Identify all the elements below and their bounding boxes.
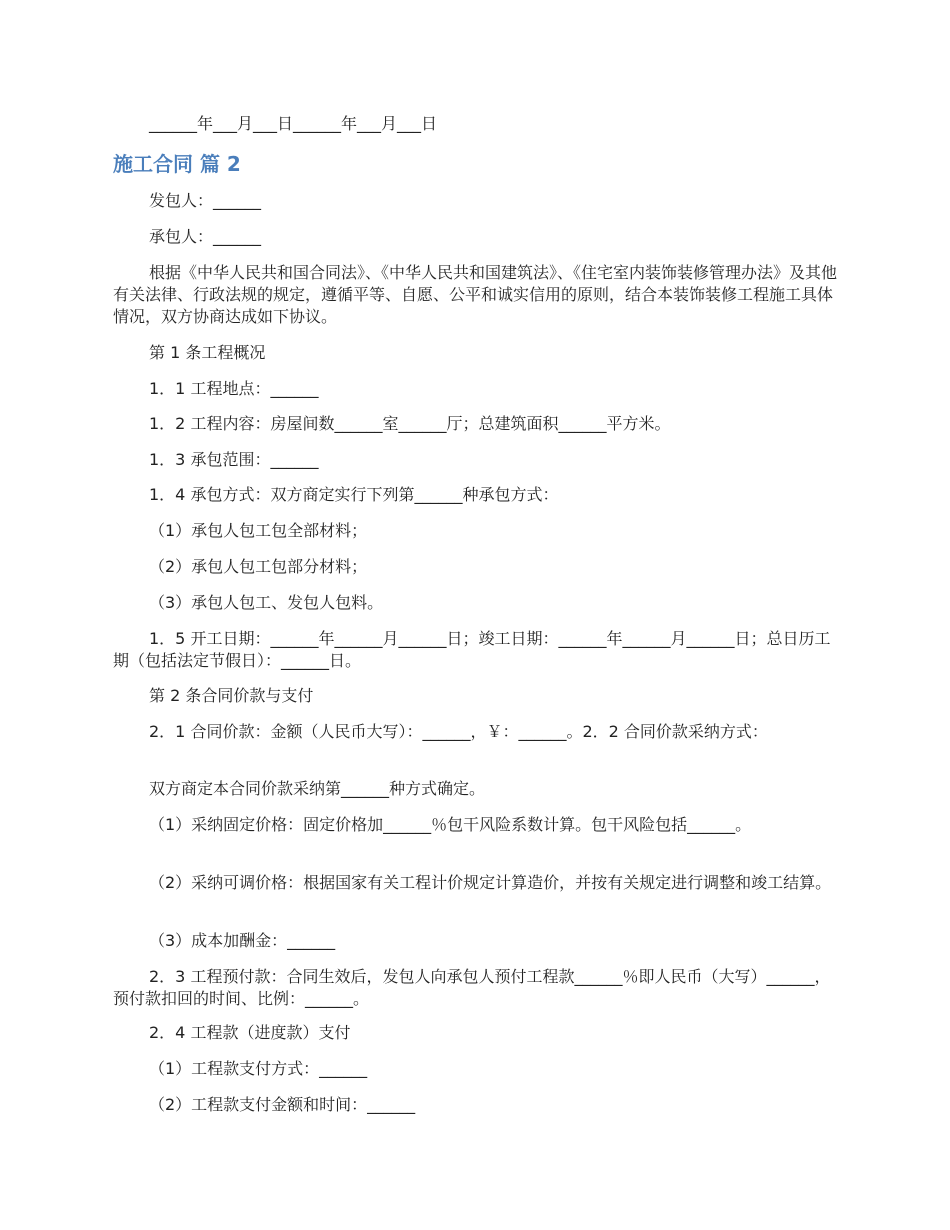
preamble-paragraph: 根据《中华人民共和国合同法》、《中华人民共和国建筑法》、《住宅室内装饰装修管理办法》及其他有关法律、行政法规的规定，遵循平等、自愿、公平和诚实信用的原则，结合本装饰装修工程施工具体情况，双方协商达成如下协议。: [113, 263, 838, 326]
price-method-line: 双方商定本合同价款采纳第______种方式确定。: [149, 779, 486, 798]
payment-method: （1）工程款支付方式：______: [149, 1059, 368, 1078]
clause-2-4: 2．4 工程款（进度款）支付: [149, 1023, 351, 1042]
price-option-3: （3）成本加酬金：______: [149, 931, 336, 950]
clause-1-2: 1．2 工程内容：房屋间数______室______厅；总建筑面积______平方米。: [149, 414, 671, 433]
clause-2-3: 2．3 工程预付款：合同生效后，发包人向承包人预付工程款______％即人民币（大写）______，预付款扣回的时间、比例：______。: [113, 967, 831, 1008]
clause-1-3: 1．3 承包范围：______: [149, 450, 319, 469]
article-1-title: 第 1 条工程概况: [149, 343, 266, 362]
price-option-1: （1）采纳固定价格：固定价格加______％包干风险系数计算。包干风险包括______。: [149, 815, 752, 834]
contractor-line: 承包人：______: [149, 227, 262, 246]
date-signature-line: ______年___月___日______年___月___日: [149, 114, 438, 133]
clause-1-4: 1．4 承包方式：双方商定实行下列第______种承包方式：: [149, 485, 559, 504]
option-2: （2）承包人包工包部分材料；: [149, 557, 368, 576]
article-2-title: 第 2 条合同价款与支付: [149, 686, 314, 705]
employer-line: 发包人：______: [149, 191, 262, 210]
option-3: （3）承包人包工、发包人包料。: [149, 593, 384, 612]
section-heading: 施工合同 篇 2: [113, 152, 241, 176]
option-1: （1）承包人包工包全部材料；: [149, 521, 368, 540]
clause-2-1: 2．1 合同价款：金额（人民币大写）：______，￥：______。2．2 合同价款采纳方式：: [149, 722, 768, 741]
clause-1-1: 1．1 工程地点：______: [149, 379, 319, 398]
price-option-2: （2）采纳可调价格：根据国家有关工程计价规定计算造价，并按有关规定进行调整和竣工结算。: [149, 873, 832, 892]
clause-1-5: 1．5 开工日期：______年______月______日；竣工日期：______年______月______日；总日历工期（包括法定节假日）：______日。: [113, 629, 831, 670]
payment-amount-time: （2）工程款支付金额和时间：______: [149, 1095, 416, 1114]
